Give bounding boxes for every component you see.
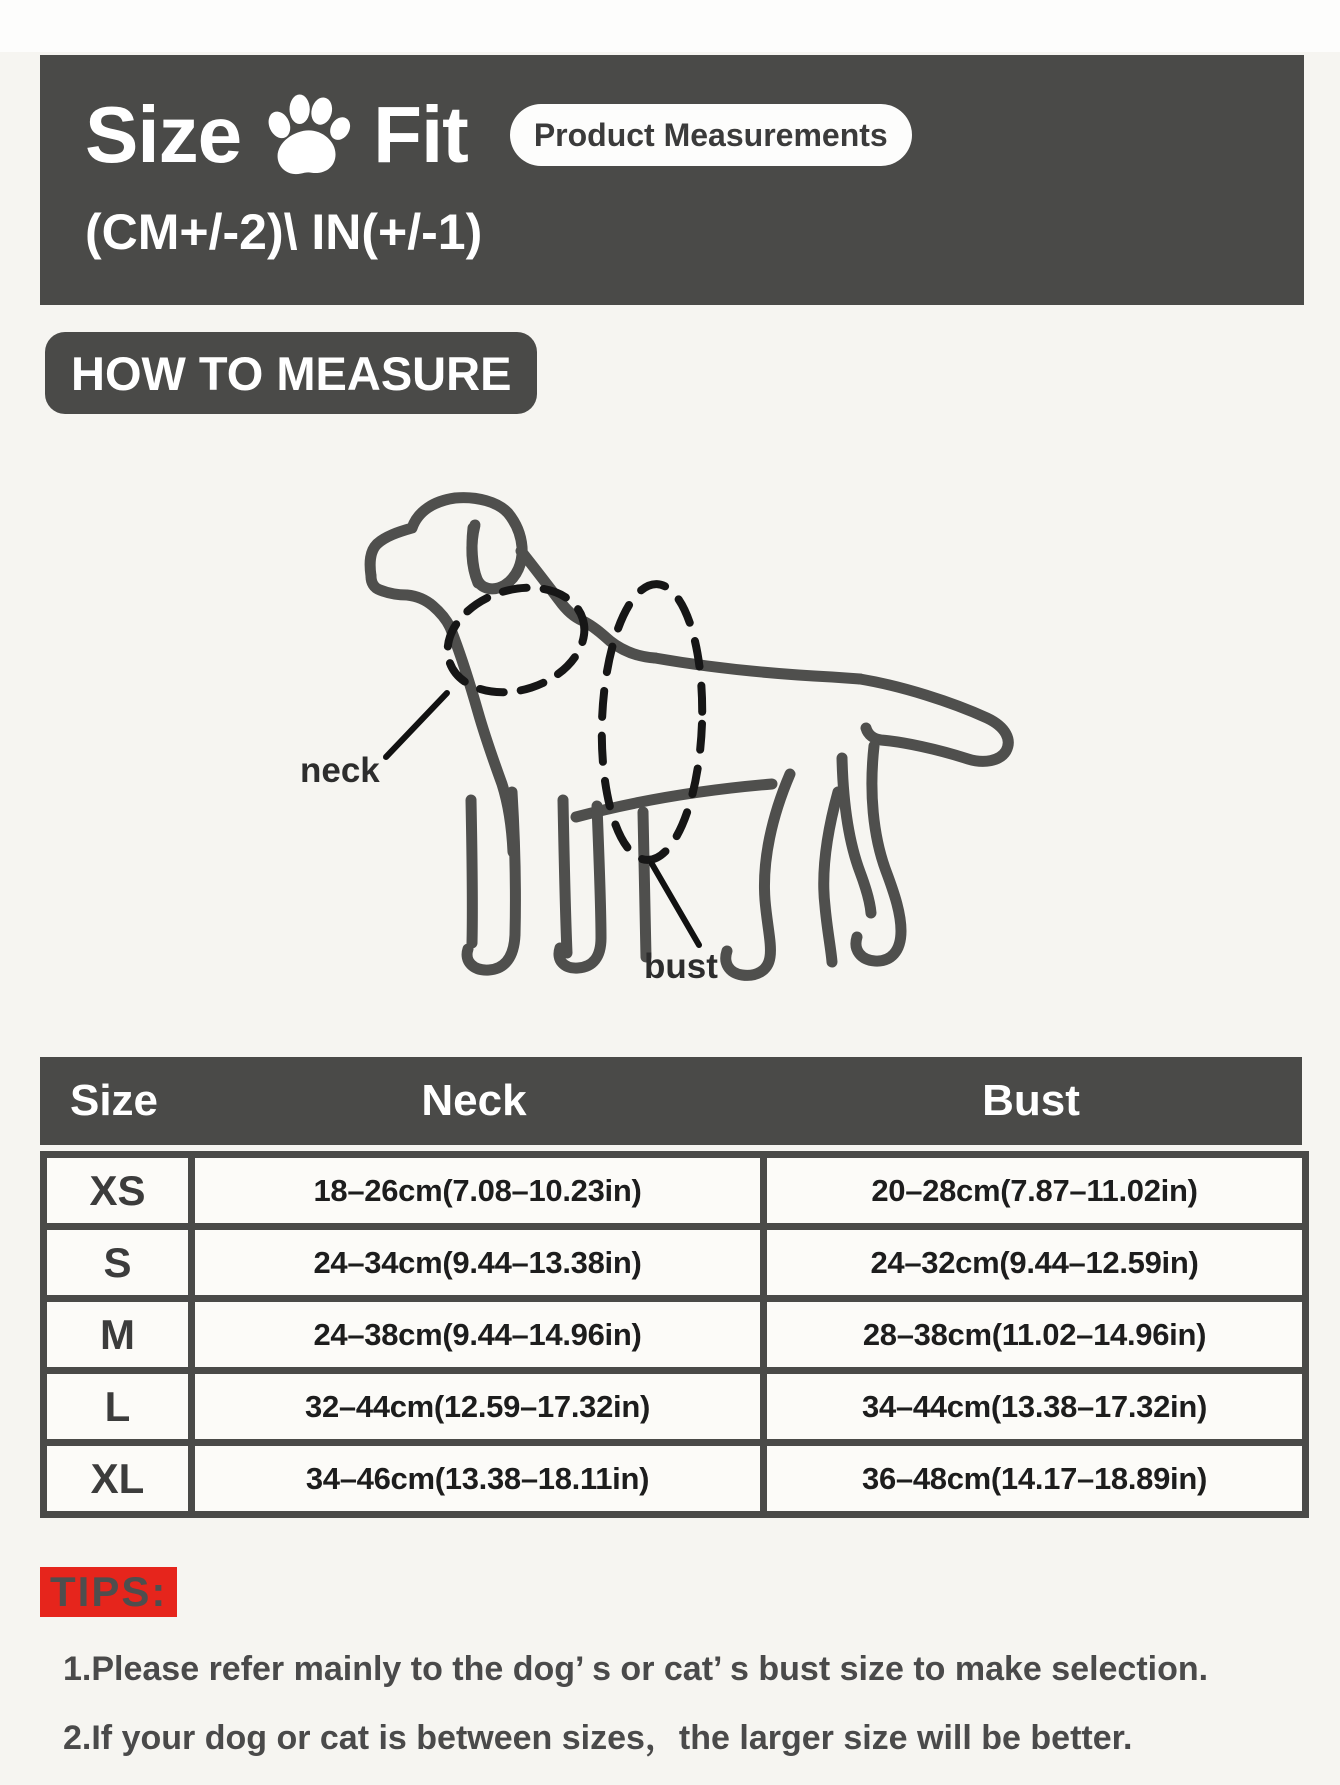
neck-pointer-line: [386, 693, 447, 757]
cell-bust: 24–32cm(9.44–12.59in): [764, 1227, 1306, 1299]
table-row: [44, 1299, 1306, 1371]
dog-neck-back-path: [521, 551, 655, 658]
cell-size: XS: [44, 1155, 192, 1227]
table-row: [44, 1227, 1306, 1299]
table-row: [44, 1443, 1306, 1515]
page-title: [85, 81, 1304, 189]
how-to-measure-badge: HOW TO MEASURE: [45, 332, 537, 414]
header-cell-size: Size: [69, 1076, 159, 1125]
header-cell-bust: Bust: [982, 1076, 1080, 1125]
cell-bust: 20–28cm(7.87–11.02in): [764, 1155, 1306, 1227]
header-cell-neck: Neck: [421, 1076, 527, 1125]
dog-muzzle-path: [371, 576, 450, 627]
tip-line-1: 1.Please refer mainly to the dog’ s or cat’ s bust size to make selection.: [63, 1650, 1209, 1688]
product-measurements-badge: Product Measurements: [510, 104, 912, 166]
dog-diagram: [240, 430, 1050, 1000]
dog-front-leg1b-path: [471, 800, 472, 943]
cell-size: L: [44, 1371, 192, 1443]
neck-label: neck: [300, 751, 380, 790]
dog-rear-leg1-path: [726, 774, 790, 975]
dog-inner-ear-path: [472, 525, 478, 583]
dog-rear-leg3-path: [856, 746, 901, 961]
title-word-fit: Fit: [373, 90, 468, 179]
header-panel: [40, 55, 1304, 305]
dog-chest-path: [450, 627, 513, 852]
table-row: [44, 1155, 1306, 1227]
cell-neck: 24–38cm(9.44–14.96in): [192, 1299, 764, 1371]
title-word-size: Size: [85, 90, 242, 179]
tolerance-note: (CM+/-2)\ IN(+/-1): [85, 204, 483, 260]
cell-size: S: [44, 1227, 192, 1299]
cell-neck: 24–34cm(9.44–13.38in): [192, 1227, 764, 1299]
tip-line-2: 2.If your dog or cat is between sizes，the larger size will be better.: [63, 1719, 1133, 1757]
cell-neck: 32–44cm(12.59–17.32in): [192, 1371, 764, 1443]
top-white-strip: [0, 0, 1340, 52]
cell-bust: 36–48cm(14.17–18.89in): [764, 1443, 1306, 1515]
size-table-header: [40, 1057, 1302, 1145]
paw-icon: [261, 93, 353, 177]
dog-tail-path: [860, 679, 1008, 761]
bust-pointer-line: [652, 864, 699, 945]
table-row: [44, 1371, 1306, 1443]
cell-neck: 18–26cm(7.08–10.23in): [192, 1155, 764, 1227]
cell-neck: 34–46cm(13.38–18.11in): [192, 1443, 764, 1515]
bust-measure-ellipse: [597, 582, 707, 861]
dog-front-leg4-path: [643, 812, 646, 957]
size-table: [40, 1151, 1309, 1518]
cell-size: XL: [44, 1443, 192, 1515]
cell-size: M: [44, 1299, 192, 1371]
dog-rear-leg2-path: [824, 792, 838, 962]
bust-label: bust: [644, 947, 718, 986]
cell-bust: 28–38cm(11.02–14.96in): [764, 1299, 1306, 1371]
dog-back-path: [655, 658, 860, 679]
tips-badge: TIPS:: [40, 1567, 177, 1617]
dog-head-path: [370, 498, 522, 589]
cell-bust: 34–44cm(13.38–17.32in): [764, 1371, 1306, 1443]
dog-front-leg2-path: [563, 800, 567, 953]
